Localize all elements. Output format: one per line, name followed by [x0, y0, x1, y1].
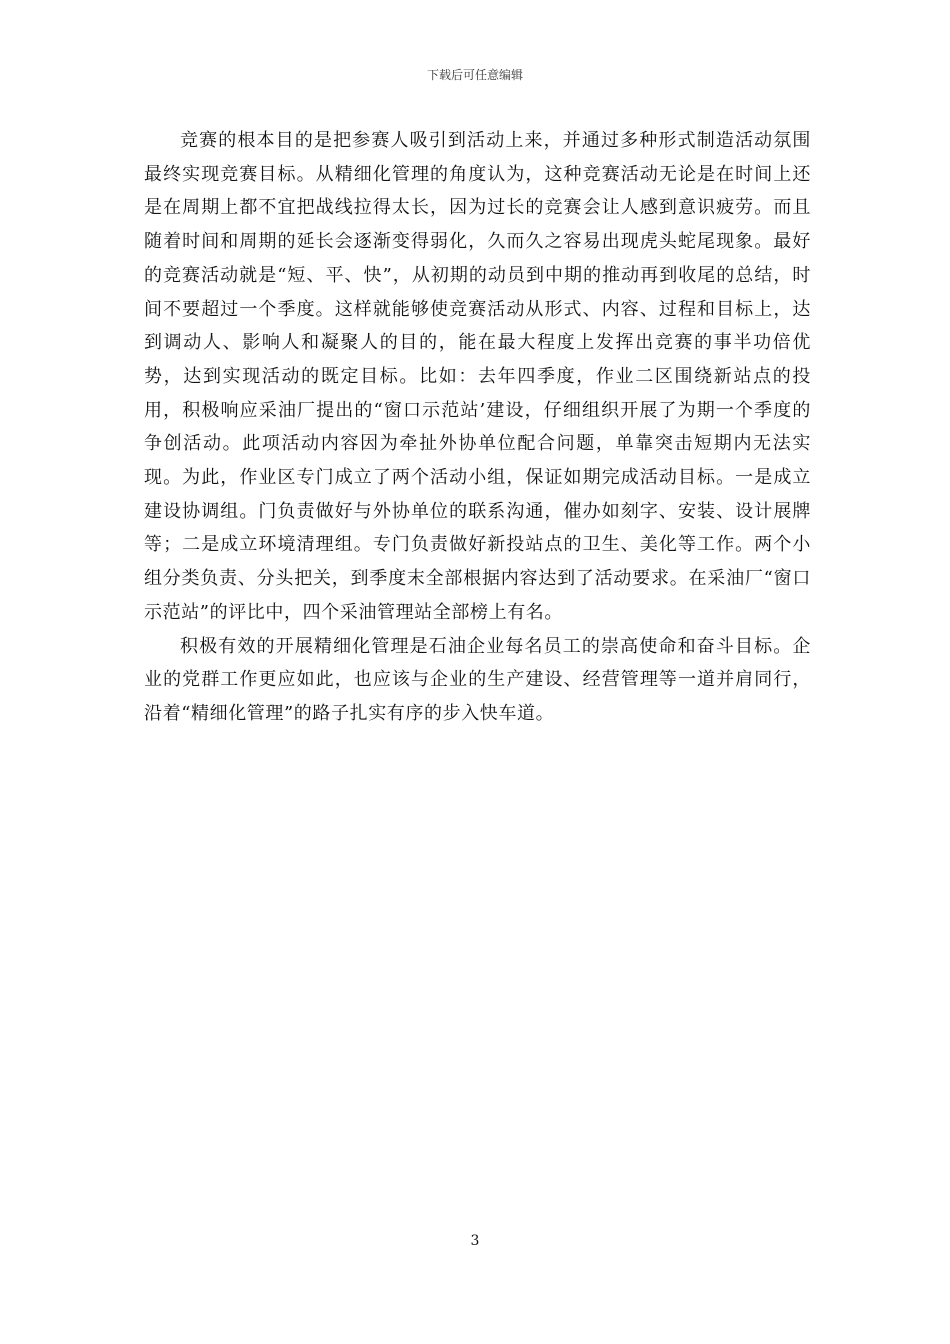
page-number: 3 — [470, 1233, 480, 1249]
body-paragraph: 竞赛的根本目的是把参赛人吸引到活动上来，并通过多种形式制造活动氛围最终实现竞赛目标。从精细化管理的角度认为，这种竞赛活动无论是在时间上还是在周期上都不宜把战线拉得太长，因为过长的竞赛会让人感到意识疲劳。而且随着时间和周期的延长会逐渐变得弱化，久而久之容易出现虎头蛇尾现象。最好的竞赛活动就是“短、平、快”，从初期的动员到中期的推动再到收尾的总结，时间不要超过一个季度。这样就能够使竞赛活动从形式、内容、过程和目标上，达到调动人、影响人和凝聚人的目的，能在最大程度上发挥出竞赛的事半功倍优势，达到实现活动的既定目标。比如：去年四季度，作业二区围绕新站点的投用，积极响应采油厂提出的“窗口示范站’建设，仔细组织开展了为期一个季度的争创活动。此项活动内容因为牵扯外协单位配合问题，单靠突击短期内无法实现。为此，作业区专门成立了两个活动小组，保证如期完成活动目标。一是成立建设协调组。门负责做好与外协单位的联系沟通，催办如刻字、安装、设计展牌等；二是成立环境清理组。专门负责做好新投站点的卫生、美化等工作。两个小组分类负责、分头把关，到季度末全部根据内容达到了活动要求。在采油厂“窗口示范站”的评比中，四个采油管理站全部榜上有名。 — [144, 130, 811, 623]
page-header: 下载后可任意编辑 — [426, 68, 523, 82]
document-body — [144, 124, 811, 731]
body-paragraph: 积极有效的开展精细化管理是石油企业每名员工的崇高使命和奋斗目标。企业的党群工作更应如此，也应该与企业的生产建设、经营管理等一道并肩同行，沿着“精细化管理”的路子扎实有序的步入快车道。 — [144, 635, 811, 724]
